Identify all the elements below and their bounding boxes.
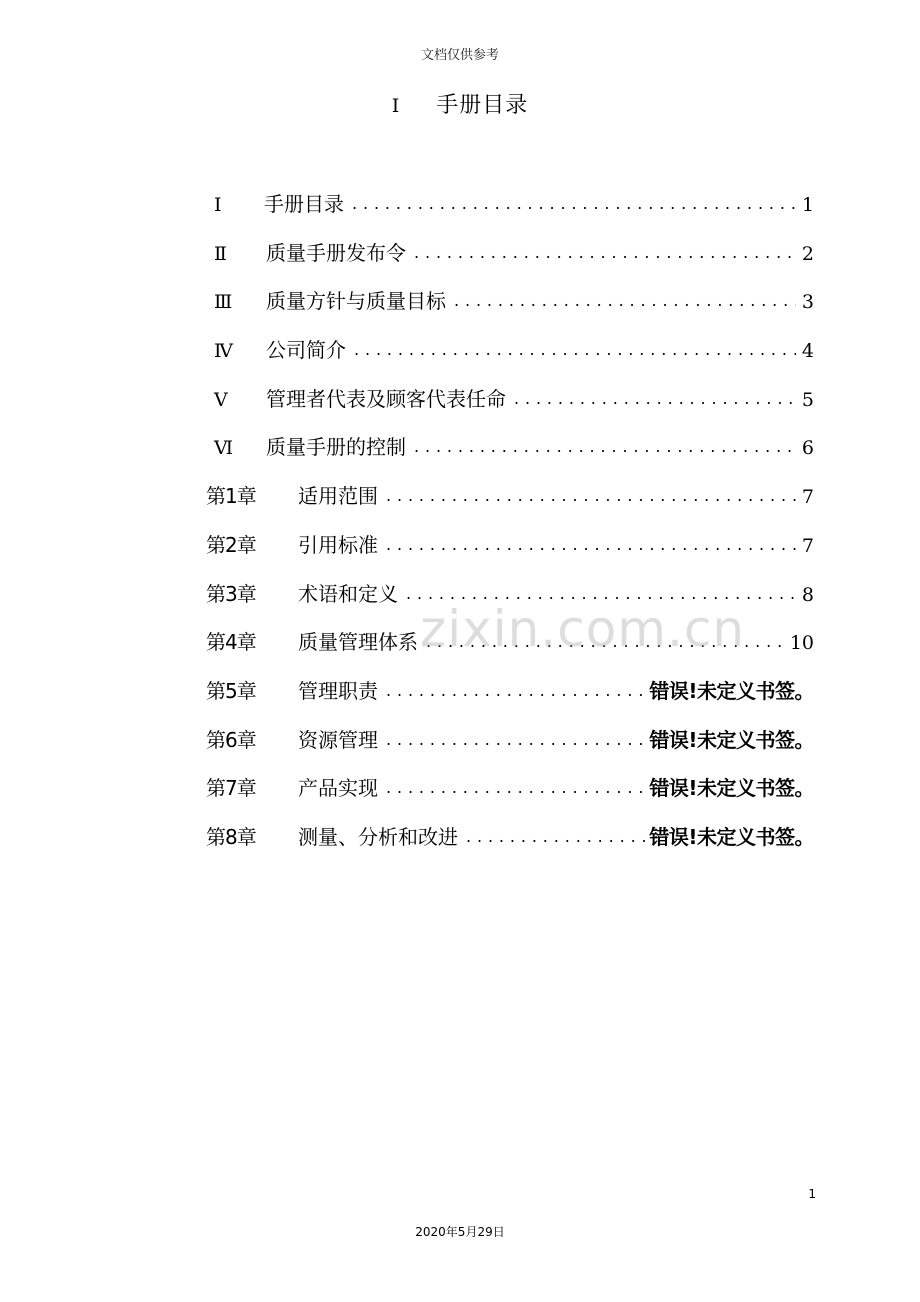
toc-entry-page: 错误!未定义书签。 — [649, 776, 814, 801]
toc-entry-number: Ⅳ — [214, 340, 233, 363]
toc-entry[interactable] — [206, 431, 814, 480]
toc-entry[interactable] — [206, 626, 814, 675]
toc-entry[interactable] — [206, 578, 814, 627]
toc-dot-leader — [454, 288, 796, 308]
toc-entry[interactable] — [206, 675, 814, 724]
toc-entry-page: 错误!未定义书签。 — [649, 727, 814, 752]
toc-dot-leader — [406, 581, 796, 601]
toc-dot-leader — [352, 191, 796, 211]
toc-entry-label: 引用标准 — [298, 532, 378, 557]
toc-entry[interactable] — [206, 188, 814, 237]
toc-entry-page: 6 — [801, 437, 814, 460]
toc-entry-number: 第4章 — [206, 630, 256, 655]
toc-entry-number: 第7章 — [206, 776, 256, 801]
toc-dot-leader — [354, 337, 796, 357]
toc-entry-number: 第8章 — [206, 824, 256, 849]
toc-entry-number: Ⅴ — [214, 388, 228, 411]
toc-dot-leader — [514, 386, 796, 406]
toc-dot-leader — [386, 775, 645, 795]
toc-entry[interactable] — [206, 724, 814, 773]
title-numeral: Ⅰ — [391, 95, 401, 117]
title-text: 手册目录 — [436, 93, 529, 118]
toc-entry-label: 质量方针与质量目标 — [266, 289, 446, 314]
toc-entry-label: 术语和定义 — [298, 581, 398, 606]
page-footer-date: 2020年5月29日 — [415, 1225, 505, 1239]
toc-entry-label: 质量管理体系 — [298, 630, 418, 655]
toc-entry-label: 产品实现 — [298, 776, 378, 801]
toc-entry-page: 7 — [801, 486, 814, 509]
toc-entry-page: 错误!未定义书签。 — [649, 678, 814, 703]
toc-entry-label: 适用范围 — [298, 484, 378, 509]
toc-dot-leader — [414, 434, 796, 454]
toc-entry-number: Ⅰ — [214, 194, 222, 216]
toc-entry[interactable] — [206, 480, 814, 529]
toc-entry-page: 2 — [801, 242, 814, 265]
toc-dot-leader — [386, 532, 796, 552]
toc-entry-number: 第2章 — [206, 532, 256, 557]
table-of-contents — [206, 188, 814, 870]
toc-entry[interactable] — [206, 772, 814, 821]
toc-entry[interactable] — [206, 529, 814, 578]
toc-entry-number: Ⅵ — [214, 437, 234, 460]
toc-entry-page: 7 — [801, 534, 814, 557]
page-header: 文档仅供参考 — [420, 48, 499, 63]
toc-dot-leader — [466, 824, 645, 844]
toc-entry-page: 8 — [801, 583, 814, 606]
toc-entry-page: 5 — [801, 388, 814, 411]
toc-entry-label: 质量手册的控制 — [266, 435, 406, 460]
page-number: 1 — [808, 1187, 816, 1201]
toc-dot-leader — [426, 629, 784, 649]
toc-entry-label: 公司简介 — [266, 338, 346, 363]
toc-entry-number: Ⅱ — [214, 242, 227, 265]
toc-entry-label: 手册目录 — [264, 192, 344, 216]
toc-entry-number: 第6章 — [206, 727, 256, 752]
toc-entry-number: Ⅲ — [214, 291, 233, 314]
toc-entry-label: 测量、分析和改进 — [298, 824, 458, 849]
toc-dot-leader — [414, 240, 796, 260]
toc-entry[interactable] — [206, 285, 814, 334]
toc-entry-page: 错误!未定义书签。 — [649, 824, 814, 849]
toc-entry-label: 资源管理 — [298, 727, 378, 752]
page-title — [0, 88, 920, 119]
toc-dot-leader — [386, 727, 645, 747]
toc-entry-number: 第1章 — [206, 484, 256, 509]
toc-entry[interactable] — [206, 383, 814, 432]
toc-entry[interactable] — [206, 334, 814, 383]
toc-entry-page: 4 — [801, 340, 814, 363]
toc-entry-page: 3 — [801, 291, 814, 314]
toc-entry-label: 管理职责 — [298, 678, 378, 703]
toc-entry-page: 1 — [801, 194, 814, 216]
toc-entry-number: 第3章 — [206, 581, 256, 606]
toc-entry[interactable] — [206, 237, 814, 286]
toc-entry-page: 10 — [789, 632, 814, 655]
watermark: zixin.com.cn — [420, 600, 746, 658]
toc-entry[interactable] — [206, 821, 814, 870]
toc-entry-label: 质量手册发布令 — [266, 240, 406, 265]
toc-dot-leader — [386, 678, 645, 698]
toc-entry-number: 第5章 — [206, 678, 256, 703]
toc-entry-label: 管理者代表及顾客代表任命 — [266, 386, 506, 411]
toc-dot-leader — [386, 483, 796, 503]
